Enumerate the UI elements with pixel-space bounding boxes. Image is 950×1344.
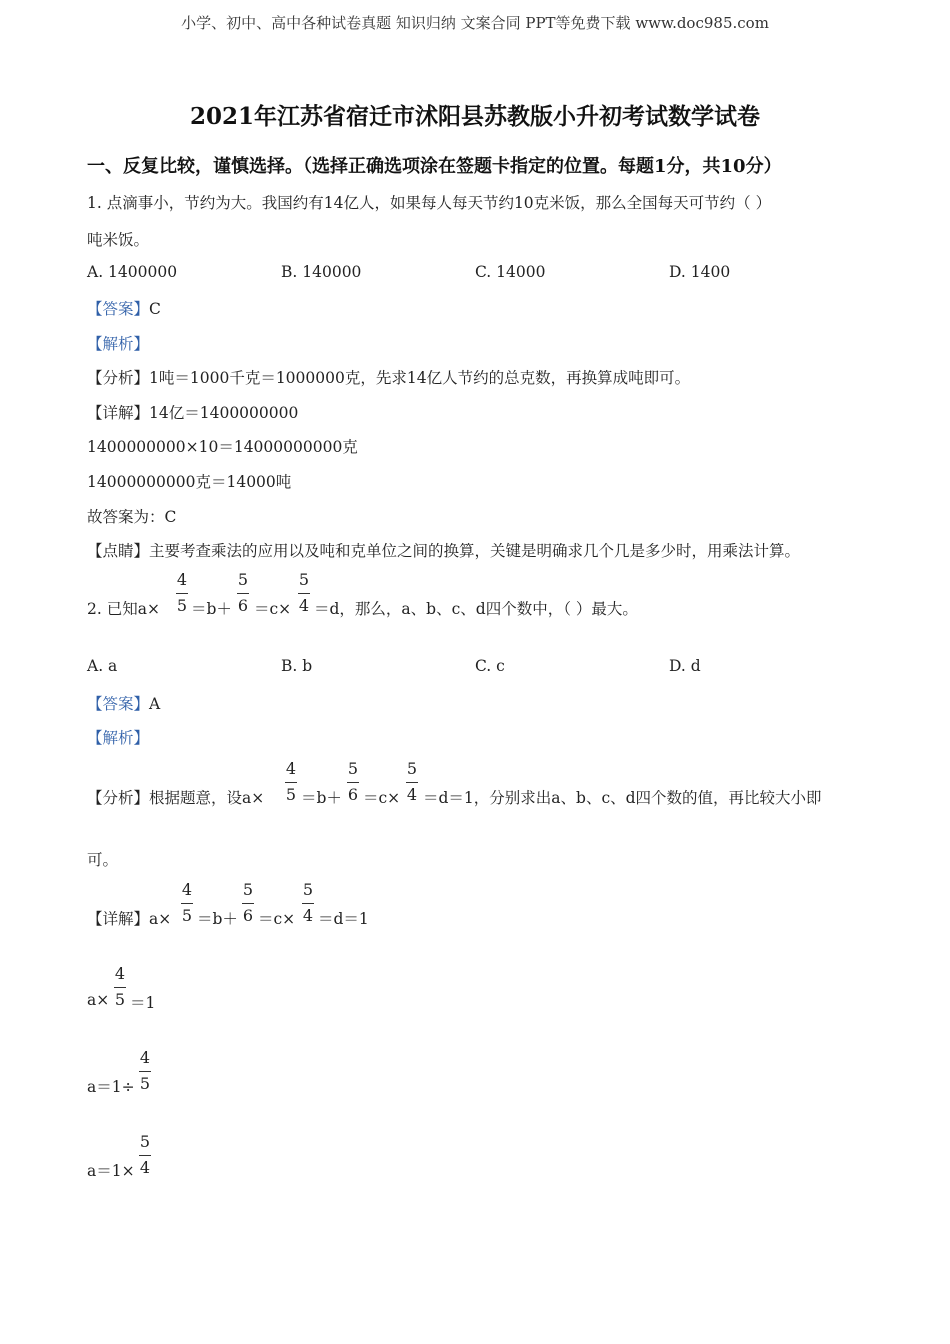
s2-frac-den: 5 [139,1074,151,1093]
q2-step3: a＝1× [87,1162,135,1180]
fraction-bar [406,782,418,783]
section-heading-1: 一、反复比较，谨慎选择。（选择正确选项涂在签题卡指定的位置。每题1分，共10分） [87,156,782,177]
xj-frac3-num: 5 [302,880,314,899]
q2-frac2-den: 6 [237,596,249,615]
s1-frac-num: 4 [114,964,126,983]
fenxi-frac3-num: 5 [406,759,418,778]
xj-frac2-den: 6 [242,906,254,925]
q1-step2: 14000000000克＝14000吨 [87,473,292,491]
q2-xiangjie-a [87,907,171,929]
q1-conclusion: 故答案为：C [87,508,177,526]
xiangjie-text-d: ＝d＝1 [318,910,369,928]
fraction-bar [242,903,254,904]
fenxi-frac1-den: 5 [285,785,297,804]
q2-frac1-num: 4 [176,570,188,589]
fenxi-text-d: ＝d＝1，分别求出a、b、c、d四个数的值，再比较大小即 [423,789,822,807]
xiangjie-tag: 【详解】 [87,404,150,422]
q2-analysis-tag: 【解析】 [87,729,150,747]
xj-frac1-den: 5 [181,906,193,925]
q2-option-d: D. d [669,657,701,675]
fenxi-text-c: ＝c× [363,789,401,807]
q2-option-b: B. b [281,657,313,675]
fenxi-text-a: 根据题意，设a× [149,789,265,807]
q1-stem-line1: 1. 点滴事小，节约为大。我国约有14亿人，如果每人每天节约10克米饭，那么全国每天可节约（ ） [87,194,772,212]
q1-option-c: C. 14000 [475,263,546,281]
document-title: 2021年江苏省宿迁市沭阳县苏教版小升初考试数学试卷 [189,103,760,130]
xiangjie-text-b: ＝b＋ [197,910,238,928]
fraction-bar [114,987,126,988]
q1-xiangjie [87,401,298,423]
q2-fenxi-a [87,786,264,808]
fraction-bar [139,1155,151,1156]
q2-frac3-num: 5 [298,570,310,589]
fraction-bar [285,782,297,783]
page-header-banner: 小学、初中、高中各种试卷真题 知识归纳 文案合同 PPT等免费下载 www.doc985.com [181,14,769,32]
fenxi-tag: 【分析】 [87,789,150,807]
q2-option-a: A. a [87,657,118,675]
q1-option-b: B. 140000 [281,263,362,281]
xiangjie-text-a: a× [149,910,172,928]
q2-stem-c: ＝c× [254,600,292,618]
q2-step1-b: ＝1 [130,994,156,1012]
fenxi-text: 1吨＝1000千克＝1000000克，先求14亿人节约的总克数，再换算成吨即可。 [149,369,691,387]
dianjing-text: 主要考查乘法的应用以及吨和克单位之间的换算，关键是明确求几个几是多少时，用乘法计算。 [149,542,801,560]
fraction-bar [139,1071,151,1072]
q2-frac1-den: 5 [176,596,188,615]
fenxi-frac2-num: 5 [347,759,359,778]
q2-frac2-num: 5 [237,570,249,589]
q1-analysis-tag: 【解析】 [87,335,150,353]
xj-frac1-num: 4 [181,880,193,899]
fraction-bar [298,593,310,594]
answer-value: A [149,695,161,713]
q1-option-a: A. 1400000 [87,263,178,281]
fenxi-text-b: ＝b＋ [301,789,342,807]
fraction-bar [347,782,359,783]
fraction-bar [181,903,193,904]
fenxi-frac1-num: 4 [285,759,297,778]
s1-frac-den: 5 [114,990,126,1009]
answer-tag: 【答案】 [87,695,150,713]
xj-frac2-num: 5 [242,880,254,899]
q2-frac3-den: 4 [298,596,310,615]
q2-stem-a: 2. 已知a× [87,600,160,618]
q1-step1: 1400000000×10＝14000000000克 [87,438,358,456]
fraction-bar [237,593,249,594]
xiangjie-tag: 【详解】 [87,910,150,928]
fraction-bar [302,903,314,904]
fenxi-frac2-den: 6 [347,785,359,804]
xiangjie-text: 14亿＝1400000000 [149,404,299,422]
q1-dianjing [87,539,800,561]
q2-stem-d: ＝d，那么，a、b、c、d四个数中，（ ）最大。 [314,600,638,618]
xiangjie-text-c: ＝c× [258,910,296,928]
q2-step1-a: a× [87,991,110,1009]
xj-frac3-den: 4 [302,906,314,925]
s3-frac-den: 4 [139,1158,151,1177]
fenxi-text-end: 可。 [87,851,119,869]
answer-value: C [149,300,161,318]
q2-stem-b: ＝b＋ [191,600,232,618]
dianjing-tag: 【点睛】 [87,542,150,560]
answer-tag: 【答案】 [87,300,150,318]
q2-answer [87,692,160,714]
q1-stem-line2: 吨米饭。 [87,231,150,249]
fenxi-frac3-den: 4 [406,785,418,804]
q2-option-c: C. c [475,657,505,675]
s3-frac-num: 5 [139,1132,151,1151]
q1-answer [87,297,161,319]
q1-fenxi [87,366,690,388]
fenxi-tag: 【分析】 [87,369,150,387]
q2-step2: a＝1÷ [87,1078,135,1096]
q1-option-d: D. 1400 [669,263,731,281]
s2-frac-num: 4 [139,1048,151,1067]
fraction-bar [176,593,188,594]
